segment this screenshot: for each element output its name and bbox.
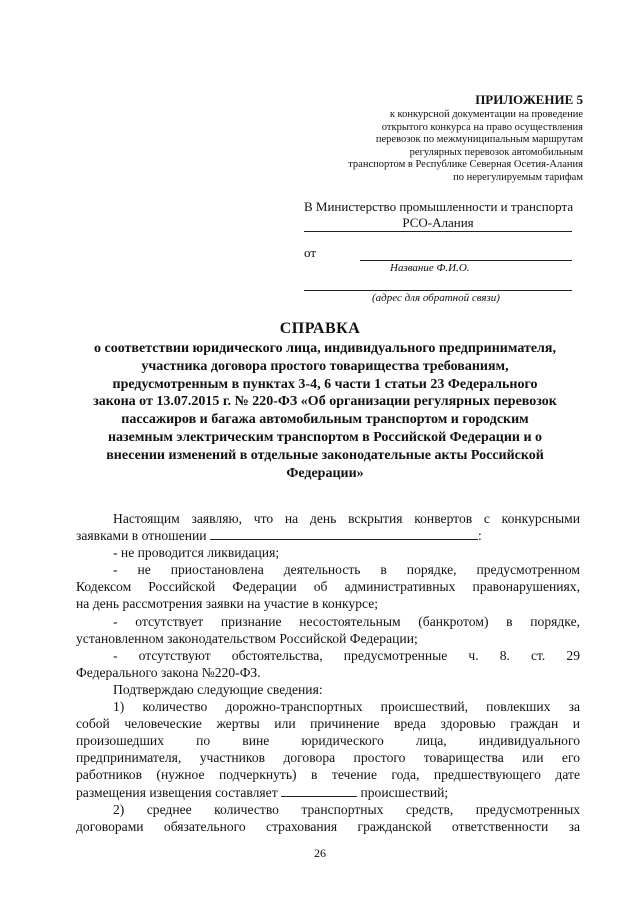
body-line [76,527,580,544]
subtitle-line: пассажиров и багажа автомобильным транспортом и городским [121,412,529,428]
body-text-fragment: : [477,528,482,544]
body-line: 1) количество дорожно-транспортных происшествий, повлекших за [113,699,580,715]
document-subtitle [70,340,580,482]
appendix-line: перевозок по межмуниципальным маршрутам [375,134,583,146]
subtitle-line: предусмотренным в пунктах 3-4, 6 части 1 статьи 23 Федерального [112,376,538,392]
body-line: установленном законодательством Российской Федерации; [76,630,418,646]
sender-contact-hint: (адрес для обратной связи) [372,292,500,304]
addressee-line-1: В Министерство промышленности и транспорта [304,199,574,214]
document-body [76,510,580,835]
appendix-line: по нерегулируемым тарифам [453,171,583,183]
body-line: Федерального закона №220-ФЗ. [76,664,261,680]
appendix-line: регулярных перевозок автомобильным [409,146,583,158]
subtitle-line: о соответствии юридического лица, индивидуального предпринимателя, [94,341,556,356]
subtitle-line: участника договора простого товарищества требованиям, [141,358,509,374]
sender-name-hint: Название Ф.И.О. [390,262,470,274]
subtitle-line: закона от 13.07.2015 г. № 220-ФЗ «Об организации регулярных перевозок [93,394,557,410]
addressee-line-2: РСО-Алания [402,215,474,230]
subtitle-line: внесении изменений в отдельные законодательные акты Российской [106,447,544,463]
subtitle-line: Федерации» [286,465,364,481]
page-number: 26 [314,846,326,860]
body-line: - не проводится ликвидация; [113,545,280,561]
body-line: - отсутствуют обстоятельства, предусмотренные ч. 8. ст. 29 [113,647,580,663]
body-line: - отсутствует признание несостоятельным (банкротом) в порядке, [113,613,580,629]
sender-name-field[interactable] [360,260,572,261]
appendix-line: открытого конкурса на право осуществления [381,121,583,133]
applicant-blank-field[interactable] [210,527,478,540]
body-text-fragment: размещения извещения составляет [76,784,278,800]
sender-contact-field[interactable] [304,290,572,291]
body-line: Подтверждаю следующие сведения: [113,681,323,697]
body-line: 2) среднее количество транспортных средств, предусмотренных [113,801,580,817]
body-line: на день рассмотрения заявки на участие в конкурсе; [76,596,379,612]
body-text-fragment: заявками в отношении [76,528,207,544]
body-line: работников (нужное подчеркнуть) в течение года, предшествующего дате [76,767,580,783]
appendix-title: ПРИЛОЖЕНИЕ 5 [475,92,583,107]
body-line: Настоящим заявляю, что на день вскрытия конвертов с конкурсными [113,511,580,526]
body-text-fragment: происшествий; [360,784,449,800]
body-line: собой человеческие жертвы или причинение вреда здоровью граждан и [76,716,580,732]
body-line: договорами обязательного страхования гражданской ответственности за [76,818,580,834]
body-line: Кодексом Российской Федерации об административных правонарушениях, [76,579,580,595]
body-line: предпринимателя, участников договора простого товарищества или его [76,750,580,766]
accident-count-blank-field[interactable] [281,784,357,797]
document-title: СПРАВКА [279,320,361,337]
sender-label: от [304,245,317,260]
subtitle-line: наземным электрическим транспортом в Российской Федерации и о [107,429,543,445]
body-line: произошедших по вине юридического лица, индивидуального [76,733,580,749]
addressee-underline [304,231,572,232]
appendix-line: транспортом в Республике Северная Осетия-Алания [348,159,583,171]
body-line [76,784,580,801]
appendix-description [283,109,583,185]
body-line: - не приостановлена деятельность в порядке, предусмотренном [113,562,580,578]
appendix-line: к конкурсной документации на проведение [389,109,583,120]
